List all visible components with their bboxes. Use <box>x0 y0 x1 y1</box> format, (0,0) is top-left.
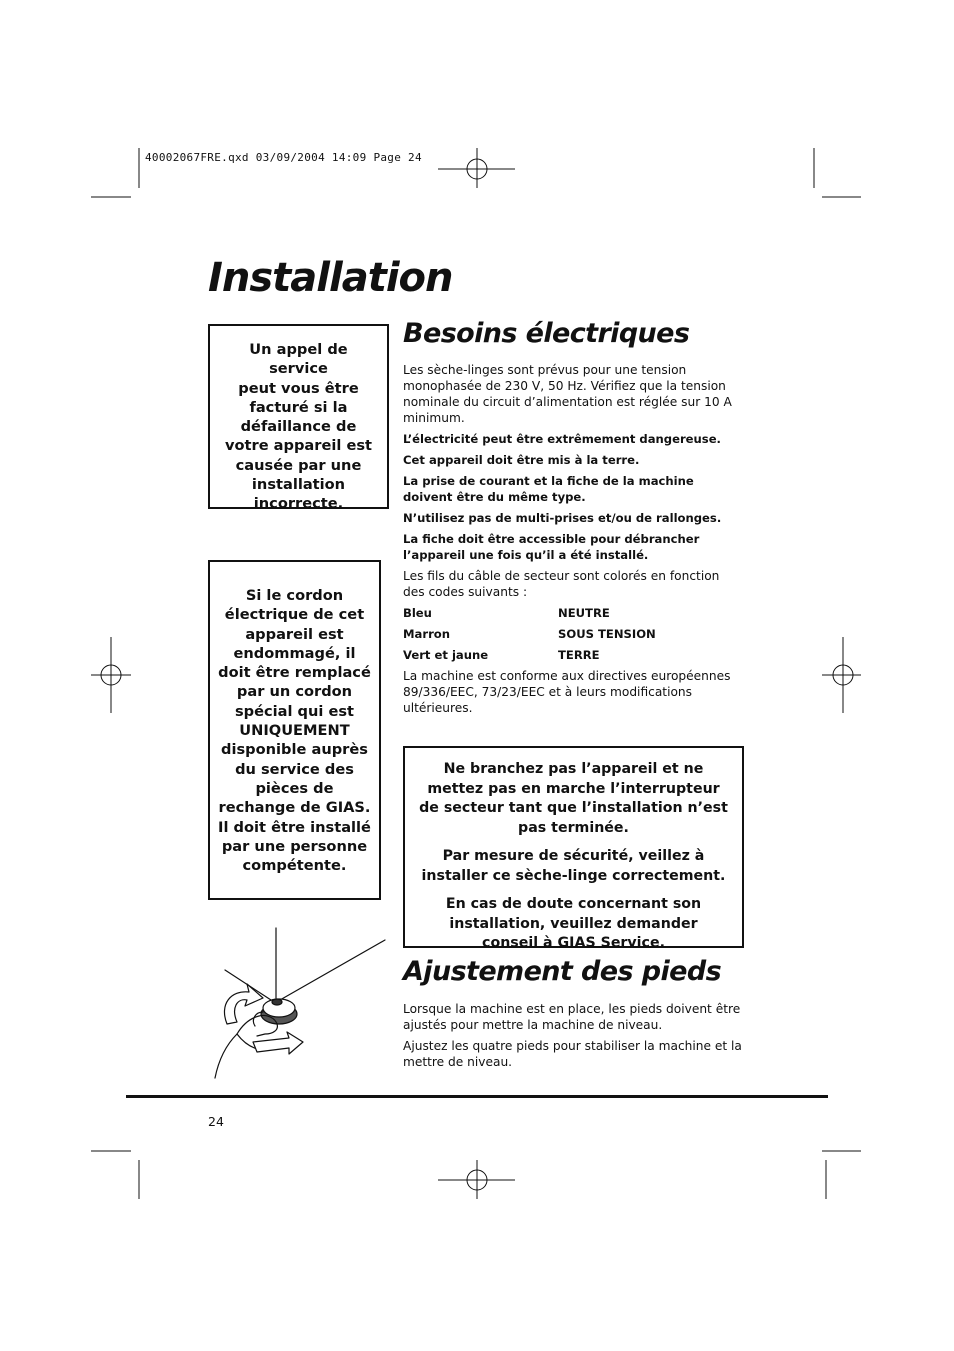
wire-color: Bleu <box>403 606 432 620</box>
feet-section <box>403 1001 743 1075</box>
warning-line: Un appel de service <box>249 341 348 378</box>
installation-notice-box <box>403 746 744 951</box>
electrical-intro: Les sèche-linges sont prévus pour une tension monophasée de 230 V, 50 Hz. Vérifiez que la tension nominale du circuit d’alimentation est réglée sur 10 A minimum. <box>403 363 732 425</box>
notice-paragraph: En cas de doute concernant son installation, veuillez demander conseil à GIAS Service. <box>445 896 702 951</box>
warning-no-extensions: N’utilisez pas de multi-prises et/ou de rallonges. <box>403 511 722 525</box>
warning-line: défaillance de <box>240 418 357 436</box>
page-title: Installation <box>208 255 453 301</box>
warning-line: doit être remplacé <box>218 664 371 682</box>
foot-adjustment-illustration <box>205 926 390 1084</box>
warning-line: du service des <box>235 760 354 778</box>
warning-line: disponible auprès <box>221 741 368 759</box>
warning-line: incorrecte. <box>253 495 344 513</box>
wire-meaning: NEUTRE <box>558 606 610 620</box>
wire-row <box>403 647 743 663</box>
warning-line: par un cordon <box>236 683 353 701</box>
warning-line: électrique de cet <box>224 606 365 624</box>
warning-line: installation <box>251 476 346 494</box>
warning-line: facturé si la <box>249 398 348 416</box>
wire-row <box>403 605 743 621</box>
wires-intro: Les fils du câble de secteur sont colorés en fonction des codes suivants : <box>403 569 720 599</box>
warning-plug-accessible: La fiche doit être accessible pour débrancher l’appareil une fois qu’il a été installé. <box>403 532 700 562</box>
warning-line: Si le cordon <box>245 587 344 604</box>
warning-line: UNIQUEMENT <box>239 722 350 740</box>
wire-meaning: SOUS TENSION <box>558 627 656 641</box>
electrical-heading: Besoins électriques <box>403 318 690 349</box>
warning-line: compétente. <box>242 857 347 875</box>
notice-paragraph: Ne branchez pas l’appareil et ne mettez pas en marche l’interrupteur de secteur tant que l’installation n’est pas terminée. <box>419 761 728 836</box>
warning-plug-type: La prise de courant et la fiche de la machine doivent être du même type. <box>403 474 694 504</box>
warning-line: appareil est <box>245 625 344 643</box>
print-slug: 40002067FRE.qxd 03/09/2004 14:09 Page 24 <box>145 151 422 164</box>
warning-line: rechange de GIAS. <box>218 799 371 817</box>
service-call-warning-box <box>208 324 389 513</box>
feet-paragraph: Ajustez les quatre pieds pour stabiliser la machine et la mettre de niveau. <box>403 1039 742 1069</box>
warning-dangerous: L’électricité peut être extrêmement dangereuse. <box>403 432 721 446</box>
warning-earth: Cet appareil doit être mis à la terre. <box>403 453 640 467</box>
warning-line: votre appareil est <box>224 437 373 455</box>
warning-line: pièces de <box>255 779 334 797</box>
feet-heading: Ajustement des pieds <box>403 956 722 987</box>
wire-color: Marron <box>403 627 451 641</box>
warning-line: Il doit être installé <box>218 818 371 836</box>
wire-meaning: TERRE <box>558 648 600 662</box>
feet-paragraph: Lorsque la machine est en place, les pieds doivent être ajustés pour mettre la machine de niveau. <box>403 1002 741 1032</box>
warning-line: causée par une <box>235 456 362 474</box>
page-number: 24 <box>208 1114 224 1129</box>
warning-line: par une personne <box>221 837 368 855</box>
warning-line: peut vous être <box>238 379 359 397</box>
notice-paragraph: Par mesure de sécurité, veillez à installer ce sèche-linge correctement. <box>421 848 726 884</box>
power-cord-warning-box <box>208 560 381 900</box>
wire-color: Vert et jaune <box>403 648 489 662</box>
electrical-section <box>403 362 743 721</box>
conformity-text: La machine est conforme aux directives européennes 89/336/EEC, 73/23/EEC et à leurs modifications ultérieures. <box>403 669 731 715</box>
footer-rule <box>126 1095 828 1098</box>
warning-line: spécial qui est <box>234 702 355 720</box>
warning-line: endommagé, il <box>233 644 356 662</box>
wire-row <box>403 626 743 642</box>
